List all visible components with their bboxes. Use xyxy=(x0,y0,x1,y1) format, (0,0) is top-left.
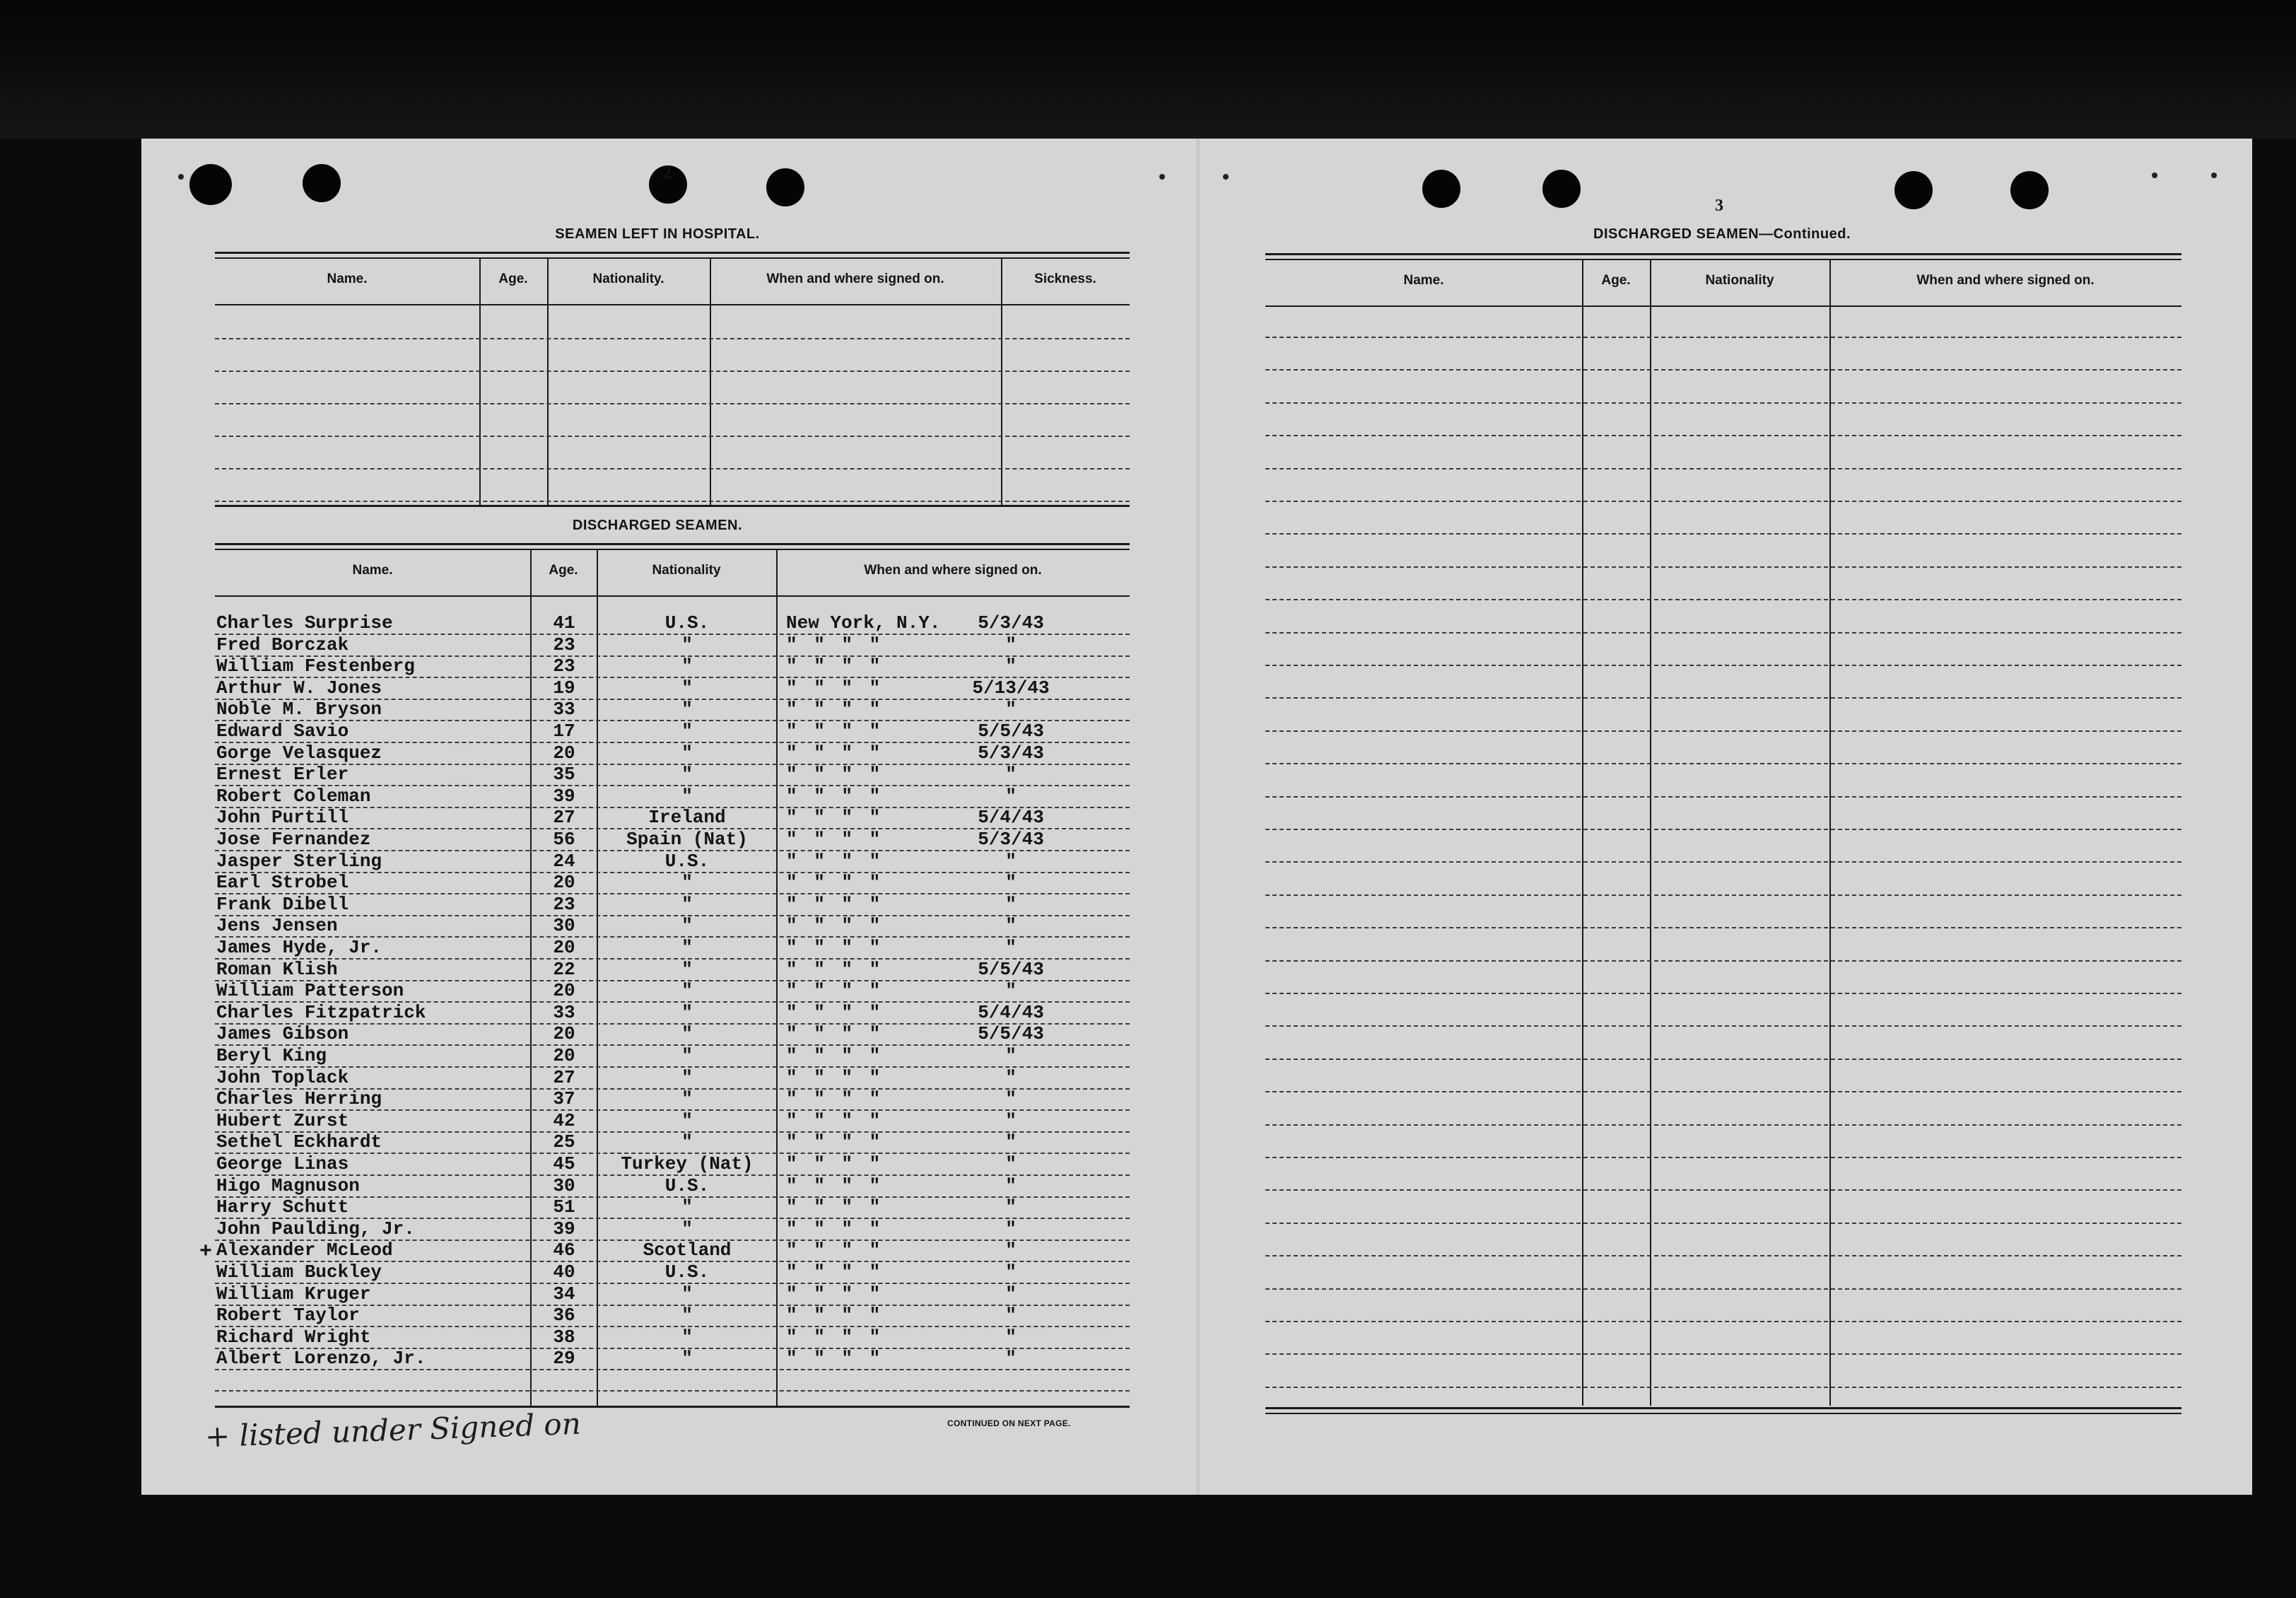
seaman-name: Hubert Zurst xyxy=(216,1110,349,1131)
blank-entry-line xyxy=(1265,730,2181,732)
seaman-nationality: " xyxy=(681,634,693,655)
seaman-age: 56 xyxy=(553,829,575,850)
seaman-name: Roman Klish xyxy=(216,959,338,980)
signed-on-place: " " " " xyxy=(786,786,884,807)
seaman-age: 27 xyxy=(553,1067,575,1088)
blank-entry-line xyxy=(1265,1189,2181,1191)
signed-on-place: " " " " xyxy=(786,1218,884,1240)
signed-on-date: " xyxy=(1005,1067,1017,1088)
seaman-name: George Linas xyxy=(216,1153,349,1174)
blank-entry-line xyxy=(1265,402,2181,404)
punch-hole xyxy=(189,164,232,205)
seaman-age: 45 xyxy=(553,1153,575,1174)
column-header-nationality: Nationality xyxy=(1705,273,1774,288)
seaman-age: 41 xyxy=(553,612,575,634)
seaman-nationality: " xyxy=(681,1045,693,1066)
blank-entry-line xyxy=(1265,1091,2181,1092)
signed-on-place: " " " " xyxy=(786,872,884,893)
signed-on-date: 5/4/43 xyxy=(978,1002,1044,1023)
seaman-age: 30 xyxy=(553,915,575,936)
rule xyxy=(215,505,1130,507)
seaman-name: Noble M. Bryson xyxy=(216,699,382,720)
rule xyxy=(215,252,1130,254)
seaman-name: Beryl King xyxy=(216,1045,327,1066)
punch-hole xyxy=(1542,170,1581,208)
seaman-nationality: U.S. xyxy=(664,851,710,872)
seaman-age: 39 xyxy=(553,786,575,807)
entry-line xyxy=(215,1369,1130,1370)
seaman-nationality: " xyxy=(681,721,693,742)
blank-entry-line xyxy=(1265,894,2181,896)
rule xyxy=(215,595,1130,597)
blank-entry-line xyxy=(1265,369,2181,371)
seaman-nationality: " xyxy=(681,1110,693,1131)
blank-entry-line xyxy=(1265,501,2181,502)
seaman-name: Jens Jensen xyxy=(216,915,338,936)
signed-on-place: " " " " xyxy=(786,1153,884,1174)
seaman-nationality: " xyxy=(681,1023,693,1044)
signed-on-date: " xyxy=(1005,634,1017,655)
seaman-nationality: " xyxy=(681,699,693,720)
seaman-name: Robert Taylor xyxy=(216,1305,360,1326)
column-header-age: Age. xyxy=(549,563,578,578)
signed-on-date: " xyxy=(1005,1110,1017,1131)
blank-entry-line xyxy=(1265,665,2181,666)
blank-entry-line xyxy=(1265,1223,2181,1224)
signed-on-place: " " " " xyxy=(786,721,884,742)
signed-on-place: " " " " xyxy=(786,1283,884,1305)
signed-on-date: 5/5/43 xyxy=(978,721,1044,742)
blank-entry-line xyxy=(215,501,1130,502)
blank-entry-line xyxy=(1265,1353,2181,1355)
seaman-age: 29 xyxy=(553,1348,575,1369)
seaman-nationality: " xyxy=(681,1196,693,1218)
scan-speck xyxy=(2152,173,2157,178)
seaman-age: 51 xyxy=(553,1196,575,1218)
seaman-name: Charles Surprise xyxy=(216,612,393,634)
seaman-name: Harry Schutt xyxy=(216,1196,349,1218)
seaman-nationality: Turkey (Nat) xyxy=(621,1153,754,1174)
signed-on-date: " xyxy=(1005,872,1017,893)
seaman-name: John Purtill xyxy=(216,807,349,828)
signed-on-place: " " " " xyxy=(786,894,884,915)
signed-on-place: New York, N.Y. xyxy=(786,612,941,634)
seaman-age: 19 xyxy=(553,677,575,699)
cross-mark: + xyxy=(199,1240,213,1264)
signed-on-place: " " " " xyxy=(786,1002,884,1023)
blank-entry-line xyxy=(1265,599,2181,600)
signed-on-date: " xyxy=(1005,1283,1017,1305)
seaman-nationality: " xyxy=(681,915,693,936)
seaman-name: John Toplack xyxy=(216,1067,349,1088)
signed-on-place: " " " " xyxy=(786,829,884,850)
seaman-nationality: U.S. xyxy=(664,612,710,634)
seaman-name: Charles Fitzpatrick xyxy=(216,1002,426,1023)
signed-on-date: " xyxy=(1005,1261,1017,1283)
blank-entry-line xyxy=(1265,1321,2181,1322)
scan-speck xyxy=(178,174,184,180)
seaman-age: 27 xyxy=(553,807,575,828)
signed-on-place: " " " " xyxy=(786,851,884,872)
column-header-sickness: Sickness. xyxy=(1034,272,1096,286)
blank-entry-line xyxy=(215,1390,1130,1392)
rule xyxy=(215,543,1130,545)
seaman-age: 30 xyxy=(553,1175,575,1196)
signed-on-date: 5/4/43 xyxy=(978,807,1044,828)
page-number: 3 xyxy=(1715,197,1723,215)
blank-entry-line xyxy=(1265,1157,2181,1158)
signed-on-date: " xyxy=(1005,764,1017,785)
seaman-name: Albert Lorenzo, Jr. xyxy=(216,1348,426,1369)
signed-on-place: " " " " xyxy=(786,1261,884,1283)
seaman-name: John Paulding, Jr. xyxy=(216,1218,415,1240)
punch-hole xyxy=(1894,171,1933,209)
page-number: 2 xyxy=(663,164,672,182)
seaman-age: 36 xyxy=(553,1305,575,1326)
signed-on-place: " " " " xyxy=(786,915,884,936)
page-fold xyxy=(1196,139,1200,1495)
seaman-name: Earl Strobel xyxy=(216,872,349,893)
blank-entry-line xyxy=(215,338,1130,339)
seaman-age: 46 xyxy=(553,1240,575,1261)
seaman-name: James Gibson xyxy=(216,1023,349,1044)
blank-entry-line xyxy=(1265,1058,2181,1060)
signed-on-date: " xyxy=(1005,1348,1017,1369)
column-header-signed-on: When and where signed on. xyxy=(1916,273,2095,288)
signed-on-date: 5/3/43 xyxy=(978,829,1044,850)
signed-on-place: " " " " xyxy=(786,807,884,828)
seaman-age: 23 xyxy=(553,655,575,677)
signed-on-date: " xyxy=(1005,1326,1017,1348)
discharged-section-title: DISCHARGED SEAMEN. xyxy=(572,518,743,533)
signed-on-date: " xyxy=(1005,1153,1017,1174)
scan-speck xyxy=(1159,174,1165,180)
signed-on-date: " xyxy=(1005,1218,1017,1240)
seaman-nationality: Scotland xyxy=(643,1240,732,1261)
scan-top-border xyxy=(0,0,2296,139)
signed-on-date: " xyxy=(1005,1045,1017,1066)
seaman-age: 40 xyxy=(553,1261,575,1283)
seaman-nationality: " xyxy=(681,1283,693,1305)
seaman-nationality: Ireland xyxy=(648,807,726,828)
rule xyxy=(1265,1413,2181,1414)
seaman-age: 22 xyxy=(553,959,575,980)
blank-entry-line xyxy=(1265,468,2181,470)
punch-hole xyxy=(766,168,804,206)
seaman-age: 34 xyxy=(553,1283,575,1305)
seaman-age: 20 xyxy=(553,1023,575,1044)
seaman-name: Robert Coleman xyxy=(216,786,371,807)
signed-on-date: " xyxy=(1005,851,1017,872)
seaman-nationality: " xyxy=(681,1348,693,1369)
signed-on-place: " " " " xyxy=(786,980,884,1001)
rule xyxy=(215,549,1130,550)
signed-on-place: " " " " xyxy=(786,937,884,958)
blank-entry-line xyxy=(1265,337,2181,338)
seaman-name: Charles Herring xyxy=(216,1088,382,1109)
signed-on-place: " " " " xyxy=(786,1175,884,1196)
seaman-nationality: " xyxy=(681,1131,693,1153)
signed-on-date: " xyxy=(1005,1196,1017,1218)
signed-on-date: " xyxy=(1005,915,1017,936)
seaman-name: Edward Savio xyxy=(216,721,349,742)
rule xyxy=(1265,259,2181,260)
signed-on-place: " " " " xyxy=(786,959,884,980)
signed-on-place: " " " " xyxy=(786,677,884,699)
signed-on-date: 5/13/43 xyxy=(972,677,1050,699)
blank-entry-line xyxy=(215,403,1130,404)
blank-entry-line xyxy=(215,371,1130,372)
signed-on-place: " " " " xyxy=(786,742,884,764)
column-header-age: Age. xyxy=(1601,273,1631,288)
signed-on-date: " xyxy=(1005,1305,1017,1326)
signed-on-date: 5/5/43 xyxy=(978,1023,1044,1044)
seaman-nationality: " xyxy=(681,677,693,699)
seaman-age: 25 xyxy=(553,1131,575,1153)
signed-on-place: " " " " xyxy=(786,1045,884,1066)
seaman-age: 38 xyxy=(553,1326,575,1348)
handwritten-note: + listed under Signed on xyxy=(204,1406,582,1454)
signed-on-date: " xyxy=(1005,980,1017,1001)
rule xyxy=(1265,253,2181,255)
seaman-age: 39 xyxy=(553,1218,575,1240)
blank-entry-line xyxy=(1265,829,2181,830)
column-divider xyxy=(1650,260,1651,1406)
column-header-name: Name. xyxy=(1403,273,1444,288)
seaman-name: Arthur W. Jones xyxy=(216,677,382,699)
seaman-nationality: " xyxy=(681,1218,693,1240)
punch-hole xyxy=(303,164,341,202)
blank-entry-line xyxy=(1265,1124,2181,1126)
seaman-nationality: " xyxy=(681,872,693,893)
seaman-nationality: " xyxy=(681,655,693,677)
seaman-name: Ernest Erler xyxy=(216,764,349,785)
column-divider xyxy=(1582,260,1583,1406)
seaman-nationality: " xyxy=(681,1067,693,1088)
rule xyxy=(215,257,1130,259)
blank-entry-line xyxy=(1265,1288,2181,1290)
seaman-nationality: " xyxy=(681,786,693,807)
rule xyxy=(215,1406,1130,1408)
signed-on-date: " xyxy=(1005,1240,1017,1261)
signed-on-date: 5/3/43 xyxy=(978,742,1044,764)
column-header-nationality: Nationality xyxy=(652,563,721,578)
seaman-nationality: U.S. xyxy=(664,1175,710,1196)
punch-hole xyxy=(1422,170,1460,208)
signed-on-date: " xyxy=(1005,655,1017,677)
blank-entry-line xyxy=(1265,566,2181,568)
signed-on-place: " " " " xyxy=(786,1326,884,1348)
column-header-name: Name. xyxy=(352,563,393,578)
seaman-age: 20 xyxy=(553,937,575,958)
signed-on-place: " " " " xyxy=(786,634,884,655)
signed-on-place: " " " " xyxy=(786,1196,884,1218)
seaman-nationality: " xyxy=(681,742,693,764)
seaman-nationality: U.S. xyxy=(664,1261,710,1283)
seaman-nationality: " xyxy=(681,1305,693,1326)
signed-on-place: " " " " xyxy=(786,699,884,720)
rule xyxy=(1265,1407,2181,1409)
blank-entry-line xyxy=(1265,993,2181,994)
blank-entry-line xyxy=(1265,533,2181,535)
blank-entry-line xyxy=(1265,927,2181,928)
seaman-nationality: " xyxy=(681,764,693,785)
column-header-signed-on: When and where signed on. xyxy=(864,563,1042,578)
signed-on-place: " " " " xyxy=(786,1305,884,1326)
seaman-nationality: " xyxy=(681,1326,693,1348)
signed-on-place: " " " " xyxy=(786,1240,884,1261)
seaman-name: Sethel Eckhardt xyxy=(216,1131,382,1153)
rule xyxy=(215,304,1130,305)
seaman-age: 42 xyxy=(553,1110,575,1131)
blank-entry-line xyxy=(1265,697,2181,699)
seaman-nationality: " xyxy=(681,1088,693,1109)
seaman-name: Richard Wright xyxy=(216,1326,371,1348)
blank-entry-line xyxy=(1265,861,2181,863)
hospital-section-title: SEAMEN LEFT IN HOSPITAL. xyxy=(555,226,760,242)
blank-entry-line xyxy=(1265,960,2181,962)
signed-on-date: 5/5/43 xyxy=(978,959,1044,980)
signed-on-date: " xyxy=(1005,1131,1017,1153)
column-header-name: Name. xyxy=(327,272,368,286)
seaman-name: James Hyde, Jr. xyxy=(216,937,382,958)
signed-on-date: 5/3/43 xyxy=(978,612,1044,634)
seaman-name: William Festenberg xyxy=(216,655,415,677)
signed-on-place: " " " " xyxy=(786,655,884,677)
seaman-age: 20 xyxy=(553,872,575,893)
signed-on-place: " " " " xyxy=(786,1110,884,1131)
seaman-age: 24 xyxy=(553,851,575,872)
seaman-name: William Buckley xyxy=(216,1261,382,1283)
column-divider xyxy=(1829,260,1831,1406)
seaman-age: 20 xyxy=(553,980,575,1001)
seaman-age: 23 xyxy=(553,634,575,655)
signed-on-date: " xyxy=(1005,894,1017,915)
signed-on-place: " " " " xyxy=(786,764,884,785)
blank-entry-line xyxy=(1265,796,2181,798)
blank-entry-line xyxy=(1265,435,2181,436)
scan-speck xyxy=(2211,173,2217,178)
continued-footer: CONTINUED ON NEXT PAGE. xyxy=(947,1418,1071,1428)
seaman-name: Frank Dibell xyxy=(216,894,349,915)
blank-entry-line xyxy=(1265,632,2181,634)
seaman-name: William Kruger xyxy=(216,1283,371,1305)
seaman-age: 33 xyxy=(553,1002,575,1023)
seaman-age: 35 xyxy=(553,764,575,785)
seaman-age: 17 xyxy=(553,721,575,742)
signed-on-date: " xyxy=(1005,937,1017,958)
column-divider xyxy=(776,550,778,1406)
seaman-nationality: " xyxy=(681,894,693,915)
blank-entry-line xyxy=(1265,1387,2181,1388)
seaman-age: 23 xyxy=(553,894,575,915)
signed-on-date: " xyxy=(1005,1088,1017,1109)
seaman-age: 20 xyxy=(553,1045,575,1066)
signed-on-place: " " " " xyxy=(786,1023,884,1044)
scan-speck xyxy=(1223,174,1229,180)
signed-on-place: " " " " xyxy=(786,1088,884,1109)
blank-entry-line xyxy=(1265,763,2181,764)
signed-on-place: " " " " xyxy=(786,1131,884,1153)
rule xyxy=(1265,305,2181,307)
column-header-signed-on: When and where signed on. xyxy=(766,272,944,286)
seaman-age: 20 xyxy=(553,742,575,764)
column-header-nationality: Nationality. xyxy=(592,272,664,286)
seaman-name: Gorge Velasquez xyxy=(216,742,382,764)
seaman-nationality: " xyxy=(681,937,693,958)
seaman-name: William Patterson xyxy=(216,980,404,1001)
seaman-name: Alexander McLeod xyxy=(216,1240,393,1261)
seaman-nationality: " xyxy=(681,980,693,1001)
signed-on-place: " " " " xyxy=(786,1067,884,1088)
seaman-name: Jasper Sterling xyxy=(216,851,382,872)
seaman-name: Jose Fernandez xyxy=(216,829,371,850)
seaman-age: 33 xyxy=(553,699,575,720)
blank-entry-line xyxy=(215,468,1130,470)
seaman-nationality: " xyxy=(681,1002,693,1023)
seaman-name: Fred Borczak xyxy=(216,634,349,655)
seaman-nationality: Spain (Nat) xyxy=(626,829,748,850)
signed-on-date: " xyxy=(1005,699,1017,720)
discharged-continued-title: DISCHARGED SEAMEN—Continued. xyxy=(1593,226,1851,242)
seaman-age: 37 xyxy=(553,1088,575,1109)
signed-on-date: " xyxy=(1005,786,1017,807)
signed-on-date: " xyxy=(1005,1175,1017,1196)
blank-entry-line xyxy=(1265,1025,2181,1027)
punch-hole xyxy=(2010,171,2049,209)
seaman-name: Higo Magnuson xyxy=(216,1175,360,1196)
blank-entry-line xyxy=(1265,1255,2181,1256)
blank-entry-line xyxy=(215,436,1130,437)
signed-on-place: " " " " xyxy=(786,1348,884,1369)
column-header-age: Age. xyxy=(498,272,528,286)
seaman-nationality: " xyxy=(681,959,693,980)
